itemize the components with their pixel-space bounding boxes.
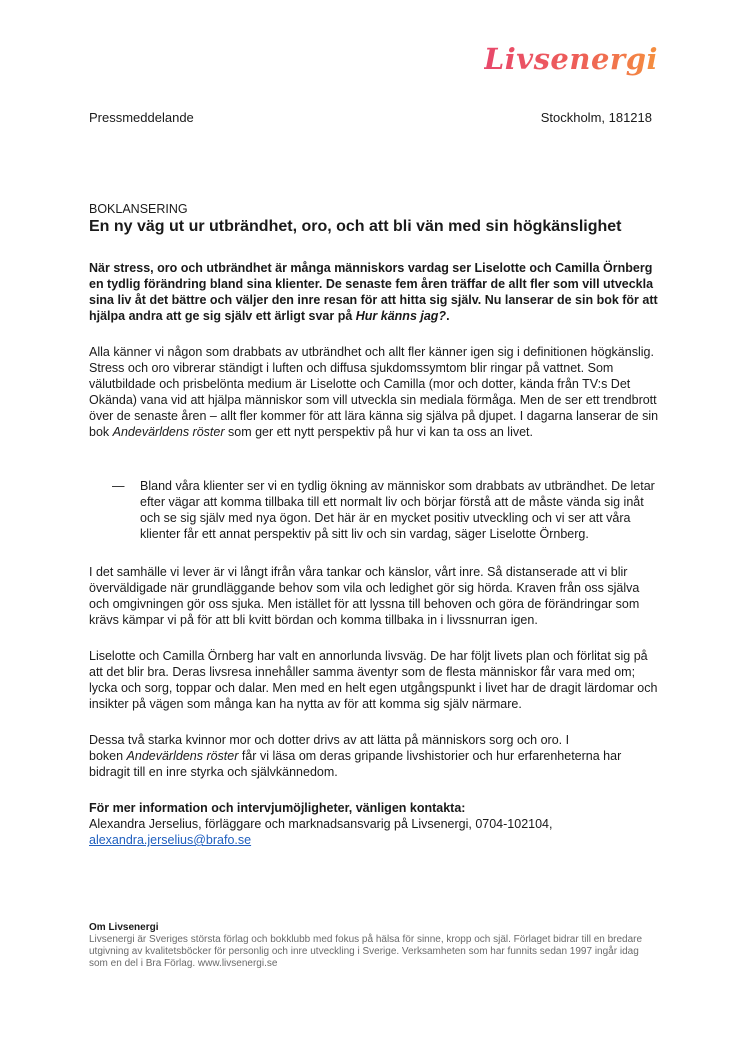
kicker-label: BOKLANSERING xyxy=(89,202,188,216)
quote-dash: — xyxy=(112,479,125,493)
body-paragraph-1 xyxy=(89,344,661,440)
lead-paragraph xyxy=(89,260,661,324)
body-paragraph-3: Liselotte och Camilla Örnberg har valt en annorlunda livsväg. De har följt livets plan och förlitat sig på att det blir bra. Deras livsresa innehåller samma äventyr som de flesta människor får vara med om; lycka och sorg, toppar och dalar. Men med en helt egen utgångspunkt i livet har de dragit lärdomar och insikter på vägen som många kan ha nytta av för att komma sig själv närmare. xyxy=(89,649,658,711)
headline: En ny väg ut ur utbrändhet, oro, och att bli vän med sin högkänslighet xyxy=(89,218,622,235)
livsenergi-logo: Livsenergi xyxy=(483,42,658,76)
about-title: Om Livsenergi xyxy=(89,922,159,933)
contact-email-link[interactable]: alexandra.jerselius@brafo.se xyxy=(89,833,252,847)
p4-pre: boken xyxy=(89,749,127,763)
body-paragraph-2: I det samhälle vi lever är vi långt ifrån våra tankar och känslor, vårt inre. Så distanserade att vi blir överväldigade när grundläggande behov som vila och ledighet gör sig hörda. Kraven från oss själva och omgivningen gör oss sjuka. Men istället för att lyssna till behoven och göra de förändringar som krävs kämpar vi på för att bli kvitt bördan och komma tillbaka in i livssnurran igen. xyxy=(89,565,640,627)
place-date: Stockholm, 181218 xyxy=(540,110,652,125)
about-text: Livsenergi är Sveriges största förlag och bokklubb med fokus på hälsa för sinne, kropp och själ. Förlaget bidrar till en bredare utgivning av kvalitetsböcker för personlig och inre utveckling i Sverige. Verksamheten som har funnits sedan 1997 ingår idag som en del i Bra Förlag. www.livsenergi.se xyxy=(89,934,643,969)
p4-italic: Andevärldens röster xyxy=(126,749,239,763)
p1-italic: Andevärldens röster xyxy=(112,425,225,439)
p1-text: Alla känner vi någon som drabbats av utbrändhet och allt fler känner igen sig i definitionen högkänslig. Stress och oro vibrerar ständigt i luften och diffusa sjukdomssymtom blir ringar på vattnet. Som välutbildade och prisbelönta medium är Liselotte och Camilla (mor och dotter, kända från TV:s Det Okända) vana vid att hjälpa människor som vill utveckla sin mediala förmåga. Men de ser ett trendbrott över de senaste åren – allt fler kommer för att lära känna sig själva på djupet. I dagarna lanserar de sin bok xyxy=(89,345,659,439)
body-paragraph-4 xyxy=(89,732,661,780)
contact-block xyxy=(89,800,661,848)
p1-end: som ger ett nytt perspektiv på hur vi kan ta oss an livet. xyxy=(224,425,533,439)
lead-text: När stress, oro och utbrändhet är många människors vardag ser Liselotte och Camilla Örnberg en tydlig förändring bland sina klienter. De senaste fem åren träffar de allt fler som vill utveckla sina liv åt det bättre och väljer den inre resan för att hitta sig själv. Nu lanserar de sin bok för att hjälpa andra att ge sig själv ett ärligt svar på xyxy=(89,261,658,323)
quote-text: Bland våra klienter ser vi en tydlig ökning av människor som drabbats av utbrändhet. De letar efter vägar att komma tillbaka till ett normalt liv och börjar förstå att de måste vända sig inåt och se sig själv med nya ögon. Det här är en mycket positiv utveckling och vi ser att våra klienter får ett annat perspektiv på sitt liv och sin vardag, säger Liselotte Örnberg. xyxy=(140,479,655,541)
quote-block xyxy=(112,478,664,542)
contact-line: Alexandra Jerselius, förläggare och marknadsansvarig på Livsenergi, 0704-102104, xyxy=(89,817,553,831)
lead-italic: Hur känns jag? xyxy=(355,309,447,323)
p4-line1: Dessa två starka kvinnor mor och dotter drivs av att lätta på människors sorg och oro. I xyxy=(89,733,570,747)
document-type-label: Pressmeddelande xyxy=(89,110,194,125)
contact-heading: För mer information och intervjumöjligheter, vänligen kontakta: xyxy=(89,801,466,815)
lead-end: . xyxy=(446,309,450,323)
p4-end: får vi läsa om deras gripande livshistorier och hur erfarenheterna har bidragit till en inre styrka och självkännedom. xyxy=(89,749,622,779)
